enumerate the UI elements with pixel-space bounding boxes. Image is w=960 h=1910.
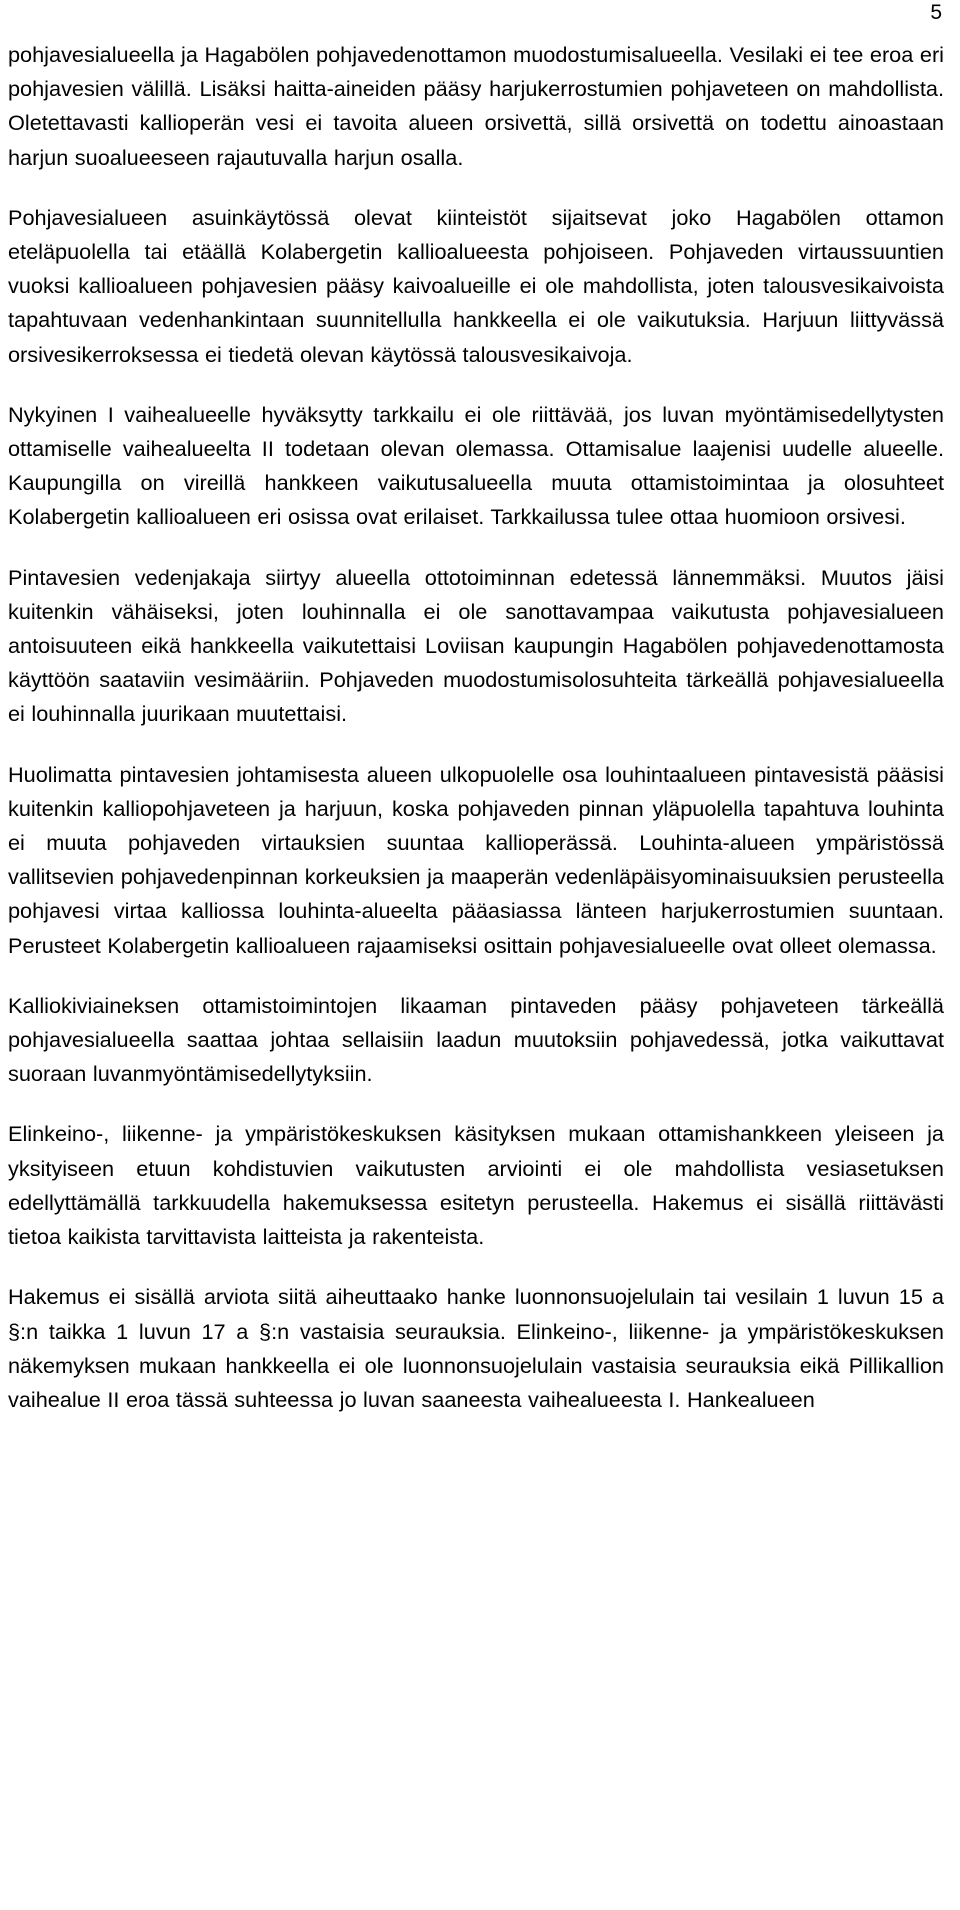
paragraph-4: Pintavesien vedenjakaja siirtyy alueella ottotoiminnan edetessä lännemmäksi. Muutos jäisi kuitenkin vähäiseksi, joten louhinnalla ei ole sanottavampaa vaikutusta pohjavesialueen antoisuuteen eikä hankkeella vaikutettaisi Loviisan kaupungin Hagabölen pohjavedenottamosta käyttöön saataviin vesimääriin. Pohjaveden muodostumisolosuhteita tärkeällä pohjavesialueella ei louhinnalla juurikaan muutettaisi. (8, 564, 944, 727)
paragraph-7: Elinkeino-, liikenne- ja ympäristökeskuksen käsityksen mukaan ottamishankkeen yleiseen ja yksityiseen etuun kohdistuvien vaikutusten arviointi ei ole mahdollista vesiasetuksen edellyttämällä tarkkuudella hakemuksessa esitetyn perusteella. Hakemus ei sisällä riittävästi tietoa kaikista tarvittavista laitteista ja rakenteista. (8, 1121, 944, 1250)
page-number: 5 (930, 1, 942, 24)
paragraph-6: Kalliokiviaineksen ottamistoimintojen likaaman pintaveden pääsy pohjaveteen tärkeällä pohjavesialueella saattaa johtaa sellaisiin laadun muutoksiin pohjavedessä, jotka vaikuttavat suoraan luvanmyöntämisedellytyksiin. (8, 992, 944, 1087)
paragraph-2: Pohjavesialueen asuinkäytössä olevat kiinteistöt sijaitsevat joko Hagabölen ottamon eteläpuolella tai etäällä Kolabergetin kallioalueesta pohjoiseen. Pohjaveden virtaussuuntien vuoksi kallioalueen pohjavesien pääsy kaivoalueille ei ole mahdollista, joten talousvesikaivoista tapahtuvaan vedenhankintaan suunnitellulla hankkeella ei ole vaikutuksia. Harjuun liittyvässä orsivesikerroksessa ei tiedetä olevan käytössä talousvesikaivoja. (8, 204, 944, 367)
paragraph-3: Nykyinen I vaihealueelle hyväksytty tarkkailu ei ole riittävää, jos luvan myöntämisedellytysten ottamiselle vaihealueelta II todetaan olevan olemassa. Ottamisalue laajenisi uudelle alueelle. Kaupungilla on vireillä hankkeen vaikutusalueella muuta ottamistoimintaa ja olosuhteet Kolabergetin kallioalueen eri osissa ovat erilaiset. Tarkkailussa tulee ottaa huomioon orsivesi. (8, 401, 944, 530)
document-body (8, 38, 944, 1443)
paragraph-8: Hakemus ei sisällä arviota siitä aiheuttaako hanke luonnonsuojelulain tai vesilain 1 luvun 15 a §:n taikka 1 luvun 17 a §:n vastaisia seurauksia. Elinkeino-, liikenne- ja ympäristökeskuksen näkemyksen mukaan hankkeella ei ole luonnonsuojelulain vastaisia seurauksia eikä Pillikallion vaihealue II eroa tässä suhteessa jo luvan saaneesta vaihealueesta I. Hankealueen (8, 1284, 944, 1412)
paragraph-5: Huolimatta pintavesien johtamisesta alueen ulkopuolelle osa louhintaalueen pintavesistä pääsisi kuitenkin kalliopohjaveteen ja harjuun, koska pohjaveden pinnan yläpuolella tapahtuva louhinta ei muuta pohjaveden virtauksien suuntaa kallioperässä. Louhinta-alueen ympäristössä vallitsevien pohjavedenpinnan korkeuksien ja maaperän vedenläpäisyominaisuuksien perusteella pohjavesi virtaa kalliossa louhinta-alueelta pääasiassa länteen harjukerrostumien suuntaan. Perusteet Kolabergetin kallioalueen rajaamiseksi osittain pohjavesialueelle ovat olleet olemassa. (8, 761, 944, 958)
paragraph-1: pohjavesialueella ja Hagabölen pohjavedenottamon muodostumisalueella. Vesilaki ei tee eroa eri pohjavesien välillä. Lisäksi haitta-aineiden pääsy harjukerrostumien pohjaveteen on mahdollista. Oletettavasti kallioperän vesi ei tavoita alueen orsivettä, sillä orsivettä on todettu ainoastaan harjun suoalueeseen rajautuvalla harjun osalla. (8, 42, 944, 170)
